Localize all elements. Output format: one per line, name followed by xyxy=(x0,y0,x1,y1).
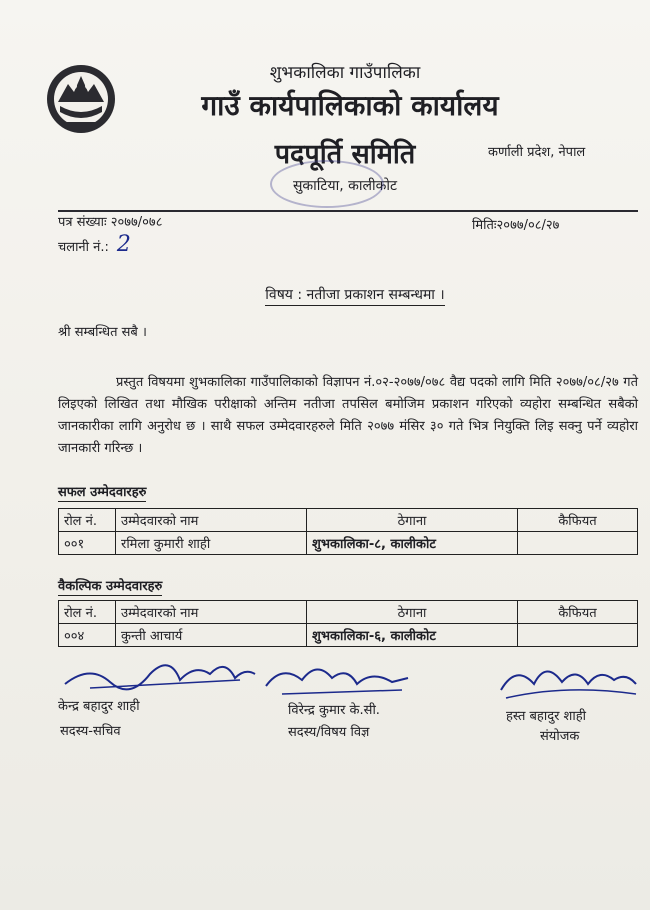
header-remark: कैफियत xyxy=(518,509,638,532)
body-paragraph: प्रस्तुत विषयमा शुभकालिका गाउँपालिकाको विज्ञापन नं.०२-२०७७/०७८ वैद्य पदको लागि मिति २०७७/०८/२७ गते लिइएको लिखित तथा मौखिक परीक्षाको अन्तिम नतीजा तपसिल बमोजिम प्रकाशन गरिएको व्यहोरा सम्बन्धित सबैको जानकारीका लागि अनुरोध छ । साथै सफल उम्मेदवारहरुले मिति २०७७ मंसिर ३० गते भित्र नियुक्ति लिइ सक्नु पर्ने व्यहोरा जानकारी गरिन्छ । xyxy=(58,375,638,456)
name-cell: कुन्ती आचार्य xyxy=(116,624,307,647)
signatory-name-3: हस्त बहादुर शाही xyxy=(506,709,587,724)
province-name: कर्णाली प्रदेश, नेपाल xyxy=(488,145,586,160)
header-roll: रोल नं. xyxy=(59,509,116,532)
dispatch-number xyxy=(58,232,131,257)
roll-cell: ००४ xyxy=(59,624,116,647)
signatory-title-2: सदस्य/विषय विज्ञ xyxy=(288,725,370,740)
signatory-title-3: संयोजक xyxy=(540,729,580,744)
roll-cell: ००१ xyxy=(59,532,116,555)
signature-scribble-2 xyxy=(262,656,412,700)
successful-section-title: सफल उम्मेदवारहरु xyxy=(58,482,146,502)
signature-scribble-3 xyxy=(496,654,641,704)
signatory-name-2: विरेन्द्र कुमार के.सी. xyxy=(288,703,380,718)
letter-date: मितिः२०७७/०८/२७ xyxy=(472,218,560,233)
signatory-title-1: सदस्य-सचिव xyxy=(60,724,121,739)
subject-text: विषय : नतीजा प्रकाशन सम्बन्धमा । xyxy=(265,287,444,306)
header-name: उम्मेदवारको नाम xyxy=(116,601,307,624)
subject-line xyxy=(0,285,650,304)
header-name: उम्मेदवारको नाम xyxy=(116,509,307,532)
dispatch-value: 2 xyxy=(116,232,131,257)
name-cell: रमिला कुमारी शाही xyxy=(116,532,307,555)
header-address: ठेगाना xyxy=(307,601,518,624)
letter-number: पत्र संख्याः २०७७/०७८ xyxy=(58,215,163,230)
dispatch-label: चलानी नं.: xyxy=(58,240,109,255)
table-header-row xyxy=(59,601,638,624)
office-location: सुकाटिया, कालीकोट xyxy=(292,178,398,194)
committee-name: पदपूर्ति समिति xyxy=(274,139,416,170)
signatory-name-1: केन्द्र बहादुर शाही xyxy=(58,699,140,714)
address-cell: शुभकालिका-६, कालीकोट xyxy=(307,624,518,647)
alternate-candidates-table xyxy=(58,600,638,647)
remark-cell xyxy=(518,624,638,647)
signature-scribble-1 xyxy=(60,644,260,694)
table-header-row xyxy=(59,509,638,532)
header-remark: कैफियत xyxy=(518,601,638,624)
header-roll: रोल नं. xyxy=(59,601,116,624)
alternate-section-title: वैकल्पिक उम्मेदवारहरु xyxy=(58,576,162,596)
header-address: ठेगाना xyxy=(307,509,518,532)
salutation: श्री सम्बन्धित सबै । xyxy=(58,325,147,340)
table-row xyxy=(59,532,638,555)
office-stamp xyxy=(270,160,384,208)
remark-cell xyxy=(518,532,638,555)
successful-candidates-table xyxy=(58,508,638,555)
address-cell: शुभकालिका-८, कालीकोट xyxy=(307,532,518,555)
municipality-name: शुभकालिका गाउँपालिका xyxy=(269,63,421,83)
office-name: गाउँ कार्यपालिकाको कार्यालय xyxy=(201,89,499,122)
